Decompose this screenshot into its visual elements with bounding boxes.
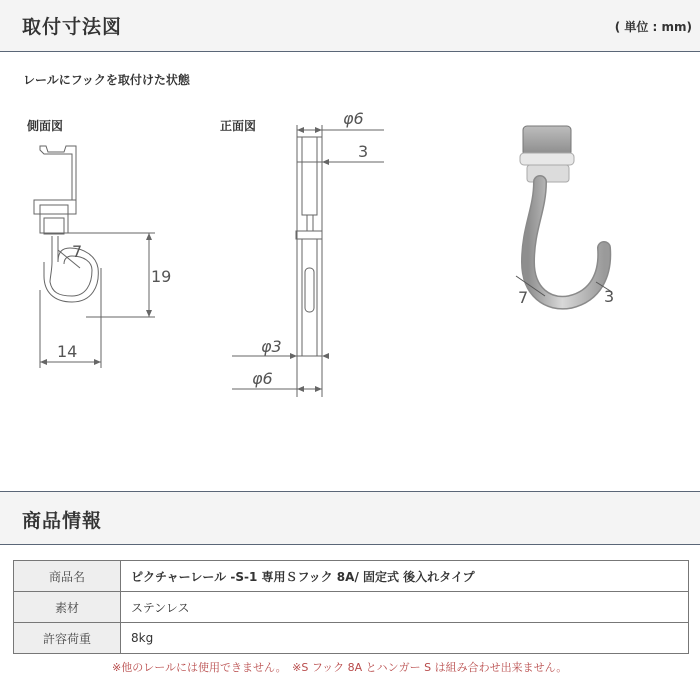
spec-key: 許容荷重: [14, 623, 121, 654]
table-row: [14, 592, 689, 623]
product-spec-table: [13, 560, 689, 654]
front-neck: [307, 215, 313, 231]
photo-dim-thickness: 3: [604, 287, 615, 306]
hook-inner: [50, 236, 92, 296]
mounting-subtitle: レールにフックを取付けた状態: [23, 73, 190, 87]
unit-label: ( 単位 : mm): [614, 20, 692, 34]
side-dim-height: 19: [151, 267, 172, 286]
side-view-label: 側面図: [27, 119, 64, 133]
rail-profile: [40, 146, 76, 200]
spec-key: 素材: [14, 592, 121, 623]
front-hook-body: [302, 239, 317, 356]
front-shaft-top: [302, 137, 317, 215]
front-dim-shaft-diameter: φ3: [261, 337, 282, 356]
table-row: [14, 561, 689, 592]
spec-value: ステンレス: [121, 592, 689, 623]
front-hook-slot: [305, 268, 314, 312]
product-header: [0, 491, 700, 545]
product-title: 商品情報: [22, 510, 103, 532]
photo-hook-head: [523, 126, 571, 156]
dimensions-title: 取付寸法図: [22, 16, 123, 38]
runner-inner: [44, 218, 64, 234]
front-view-drawing: [220, 110, 390, 410]
front-view-label: 正面図: [220, 119, 257, 133]
hook-product-photo: [500, 115, 700, 315]
photo-hook-collar: [527, 165, 569, 182]
dimensions-header: [0, 0, 700, 52]
spec-value: ピクチャーレール -S-1 専用Ｓフック 8A/ 固定式 後入れタイプ: [121, 561, 689, 592]
front-washer: [296, 231, 322, 239]
front-dim-top-diameter: φ6: [343, 110, 364, 128]
spec-key: 商品名: [14, 561, 121, 592]
compatibility-note: ※他のレールには使用できません。 ※S フック 8A とハンガー S は組み合わせ出来ません。: [112, 661, 568, 674]
spec-value: 8kg: [121, 623, 689, 654]
front-dim-top-thickness: 3: [358, 142, 369, 161]
side-dim-radius: 7: [72, 242, 83, 261]
side-dim-width: 14: [57, 342, 78, 361]
side-view-drawing: [0, 130, 200, 390]
front-dim-bottom-diameter: φ6: [252, 369, 273, 388]
photo-dim-width: 7: [518, 288, 529, 307]
photo-hook-washer: [520, 153, 574, 165]
table-row: [14, 623, 689, 654]
